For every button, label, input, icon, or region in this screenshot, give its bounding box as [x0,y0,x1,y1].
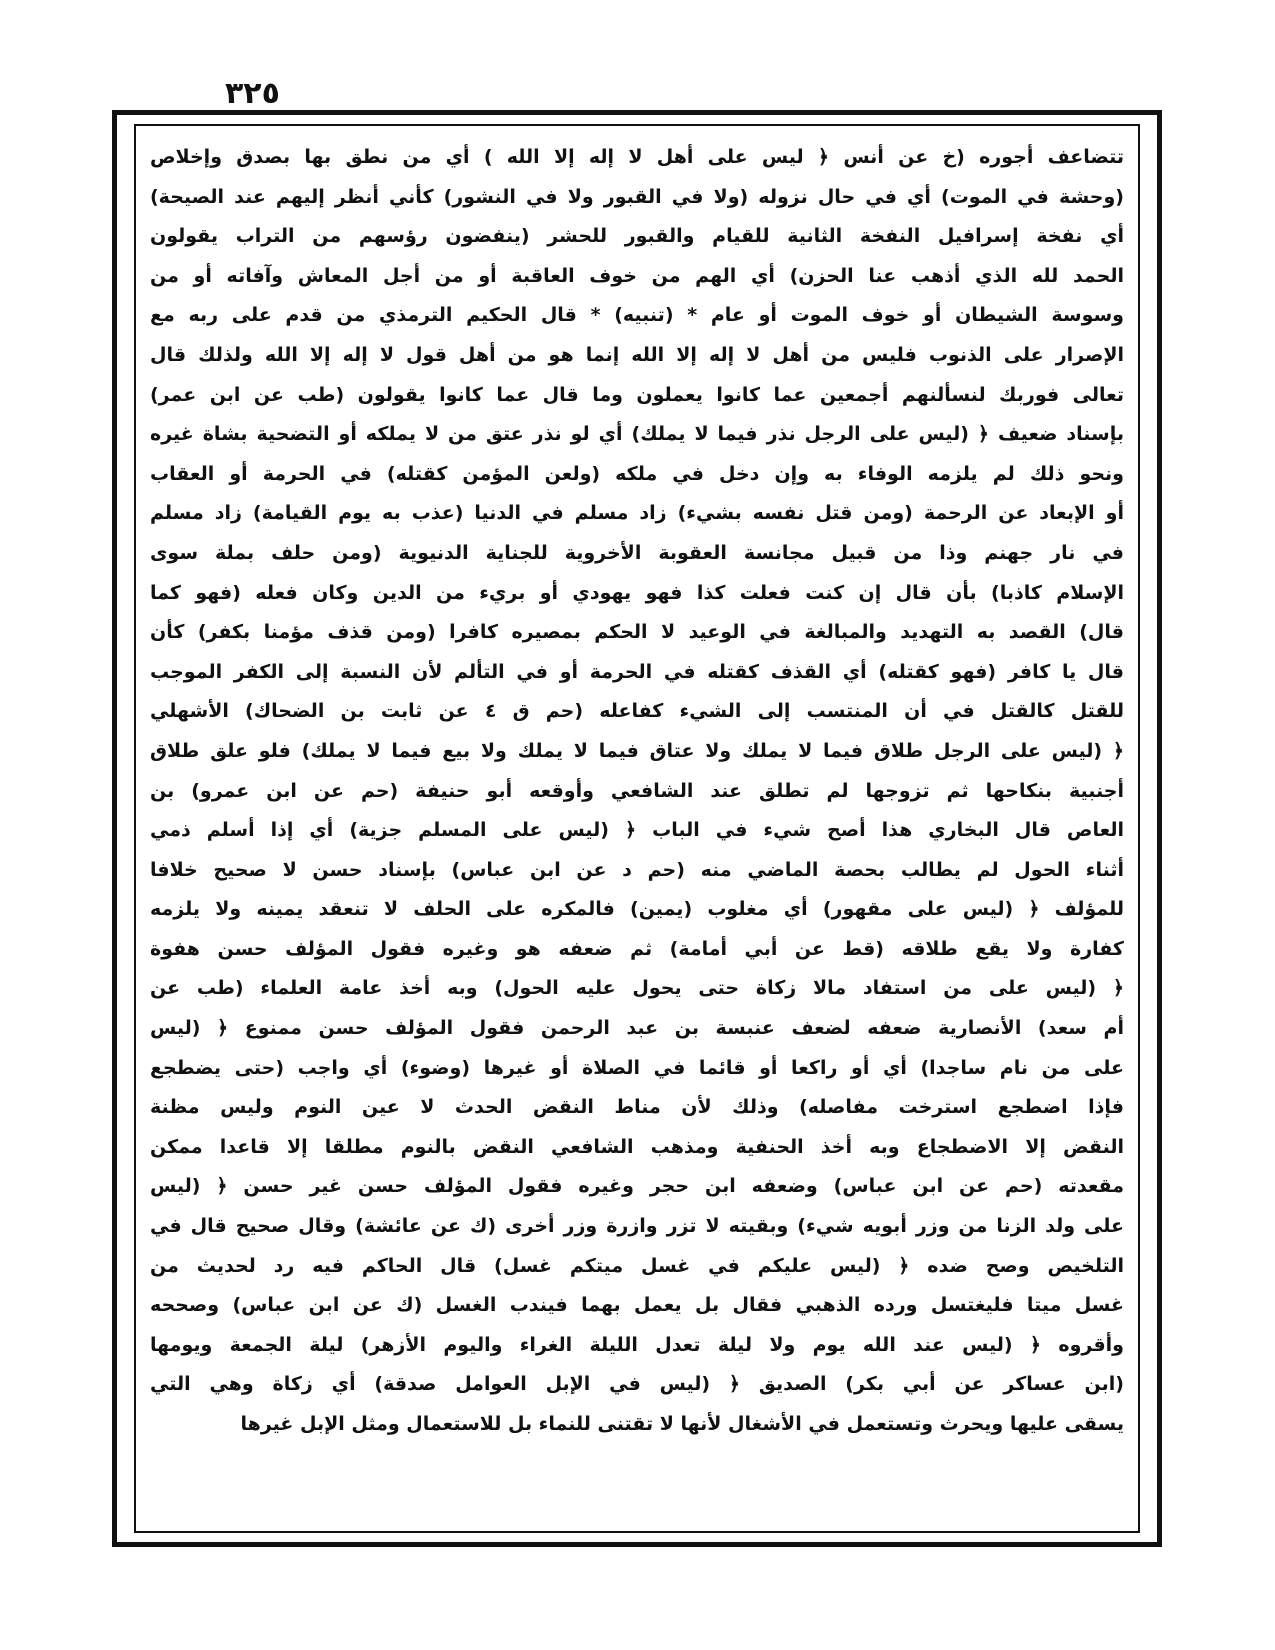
text-line: أم سعد) الأنصارية ضعفه لضعف عنبسة بن عبد الرحمن فقول المؤلف حسن ممنوع ﴿ (ليس [150,1017,1124,1040]
text-line: وسوسة الشيطان أو خوف الموت أو عام * (تنبيه) * قال الحكيم الترمذي من قدم على ربه مع [150,304,1124,327]
text-line: تعالى فوربك لنسألنهم أجمعين عما كانوا يعملون وما قال عما كانوا يقولون (طب عن ابن عمر) [150,383,1124,406]
text-line: للمؤلف ﴿ (ليس على مقهور) أي مغلوب (يمين) فالمكره على الحلف لا تنعقد يمينه ولا يلزمه [150,898,1124,921]
text-line: التلخيص وصح ضده ﴿ (ليس عليكم في غسل ميتكم غسل) قال الحاكم فيه رد لحديث من [150,1254,1124,1277]
main-text [150,138,1124,1445]
text-line: غسل ميتا فليغتسل ورده الذهبي فقال بل يعمل بهما فيندب الغسل (ك عن ابن عباس) وصححه [150,1294,1124,1317]
text-line: الحمد لله الذي أذهب عنا الحزن) أي الهم من خوف العاقبة أو من أجل المعاش وآفاته أو من [150,264,1124,287]
text-line: الإسلام كاذبا) بأن قال إن كنت فعلت كذا فهو يهودي أو بريء من الدين وكان فعله (فهو كما [150,581,1124,604]
text-line: مقعدته (حم عن ابن عباس) وضعفه ابن حجر وغيره فقول المؤلف حسن غير حسن ﴿ (ليس [150,1175,1124,1198]
text-line: تتضاعف أجوره (خ عن أنس ﴿ ليس على أهل لا إله إلا الله ) أي من نطق بها بصدق وإخلاص [150,146,1124,168]
text-line: في نار جهنم وذا من قبيل مجانسة العقوبة الأخروية للجناية الدنيوية (ومن حلف بملة سوى [150,541,1124,564]
text-line: أي نفخة إسرافيل النفخة الثانية للقيام والقبور للحشر (ينفضون رؤسهم من التراب يقولون [150,225,1124,248]
text-line: العاص قال البخاري هذا أصح شيء في الباب ﴿ (ليس على المسلم جزية) أي إذا أسلم ذمي [150,819,1124,842]
text-line: النقض إلا الاضطجاع وبه أخذ الحنفية ومذهب الشافعي النقض بالنوم مطلقا إلا قاعدا ممكن [150,1135,1124,1158]
text-line: على ولد الزنا من وزر أبويه شيء) وبقيته لا تزر وازرة وزر أخرى (ك عن عائشة) وقال صحيح قال في [150,1215,1124,1238]
text-line: قال) القصد به التهديد والمبالغة في الوعيد لا الحكم بمصيره كافرا (ومن قذف مؤمنا بكفر) كأن [150,621,1124,644]
text-line: على من نام ساجدا) أي أو راكعا أو قائما في الصلاة أو غيرها (وضوء) أي واجب (حتى يضطجع [150,1056,1124,1079]
text-line: ﴿ (ليس على الرجل طلاق فيما لا يملك ولا عتاق فيما لا يملك ولا بيع فيما لا يملك) فلو علق طلاق [150,739,1124,762]
text-line: يسقى عليها ويحرث وتستعمل في الأشغال لأنها لا تقتنى للنماء بل للاستعمال ومثل الإبل غيرها [240,1413,1124,1435]
text-line: ﴿ (ليس على من استفاد مالا زكاة حتى يحول عليه الحول) وبه أخذ عامة العلماء (طب عن [150,977,1124,1000]
text-line: بإسناد ضعيف ﴿ (ليس على الرجل نذر فيما لا يملك) أي لو نذر عتق من لا يملكه أو التضحية بشاة غيره [150,423,1124,446]
text-line: الإصرار على الذنوب فليس من أهل لا إله إلا الله إنما هو من أهل قول لا إله إلا الله ولذلك قال [150,343,1124,366]
text-line: للقتل كالقتل في أن المنتسب إلى الشيء كفاعله (حم ق ٤ عن ثابت بن الضحاك) الأشهلي [150,700,1124,723]
text-line: (وحشة في الموت) أي في حال نزوله (ولا في القبور ولا في النشور) كأني أنظر إليهم عند الصيحة) [150,185,1124,208]
text-line: أجنبية بنكاحها ثم تزوجها لم تطلق عند الشافعي وأوقعه أبو حنيفة (حم عن ابن عمرو) بن [150,779,1124,802]
text-line: كفارة ولا يقع طلاقه (قط عن أبي أمامة) ثم ضعفه هو وغيره فقول المؤلف حسن هفوة [150,937,1124,960]
text-frame [134,124,1140,1533]
text-line: أو الإبعاد عن الرحمة (ومن قتل نفسه بشيء) زاد مسلم في الدنيا (عذب به يوم القيامة) زاد مسلم [150,502,1124,525]
page-number: ٣٢٥ [225,76,280,111]
text-line: وأقروه ﴿ (ليس عند الله يوم ولا ليلة تعدل الليلة الغراء واليوم الأزهر) ليلة الجمعة ويومها [150,1333,1124,1356]
text-line: فإذا اضطجع استرخت مفاصله) وذلك لأن مناط النقض الحدث لا عين النوم وليس مظنة [150,1096,1124,1119]
text-line: قال يا كافر (فهو كقتله) أي القذف كقتله في الحرمة أو في التألم لأن النسبة إلى الكفر الموجب [150,660,1124,683]
text-line: ونحو ذلك لم يلزمه الوفاء به وإن دخل في ملكه (ولعن المؤمن كقتله) في الحرمة أو العقاب [150,462,1124,485]
text-line: (ابن عساكر عن أبي بكر) الصديق ﴿ (ليس في الإبل العوامل صدقة) أي زكاة وهي التي [150,1373,1124,1396]
text-line: أثناء الحول لم يطالب بحصة الماضي منه (حم د عن ابن عباس) بإسناد حسن لا صحيح خلافا [150,858,1124,881]
